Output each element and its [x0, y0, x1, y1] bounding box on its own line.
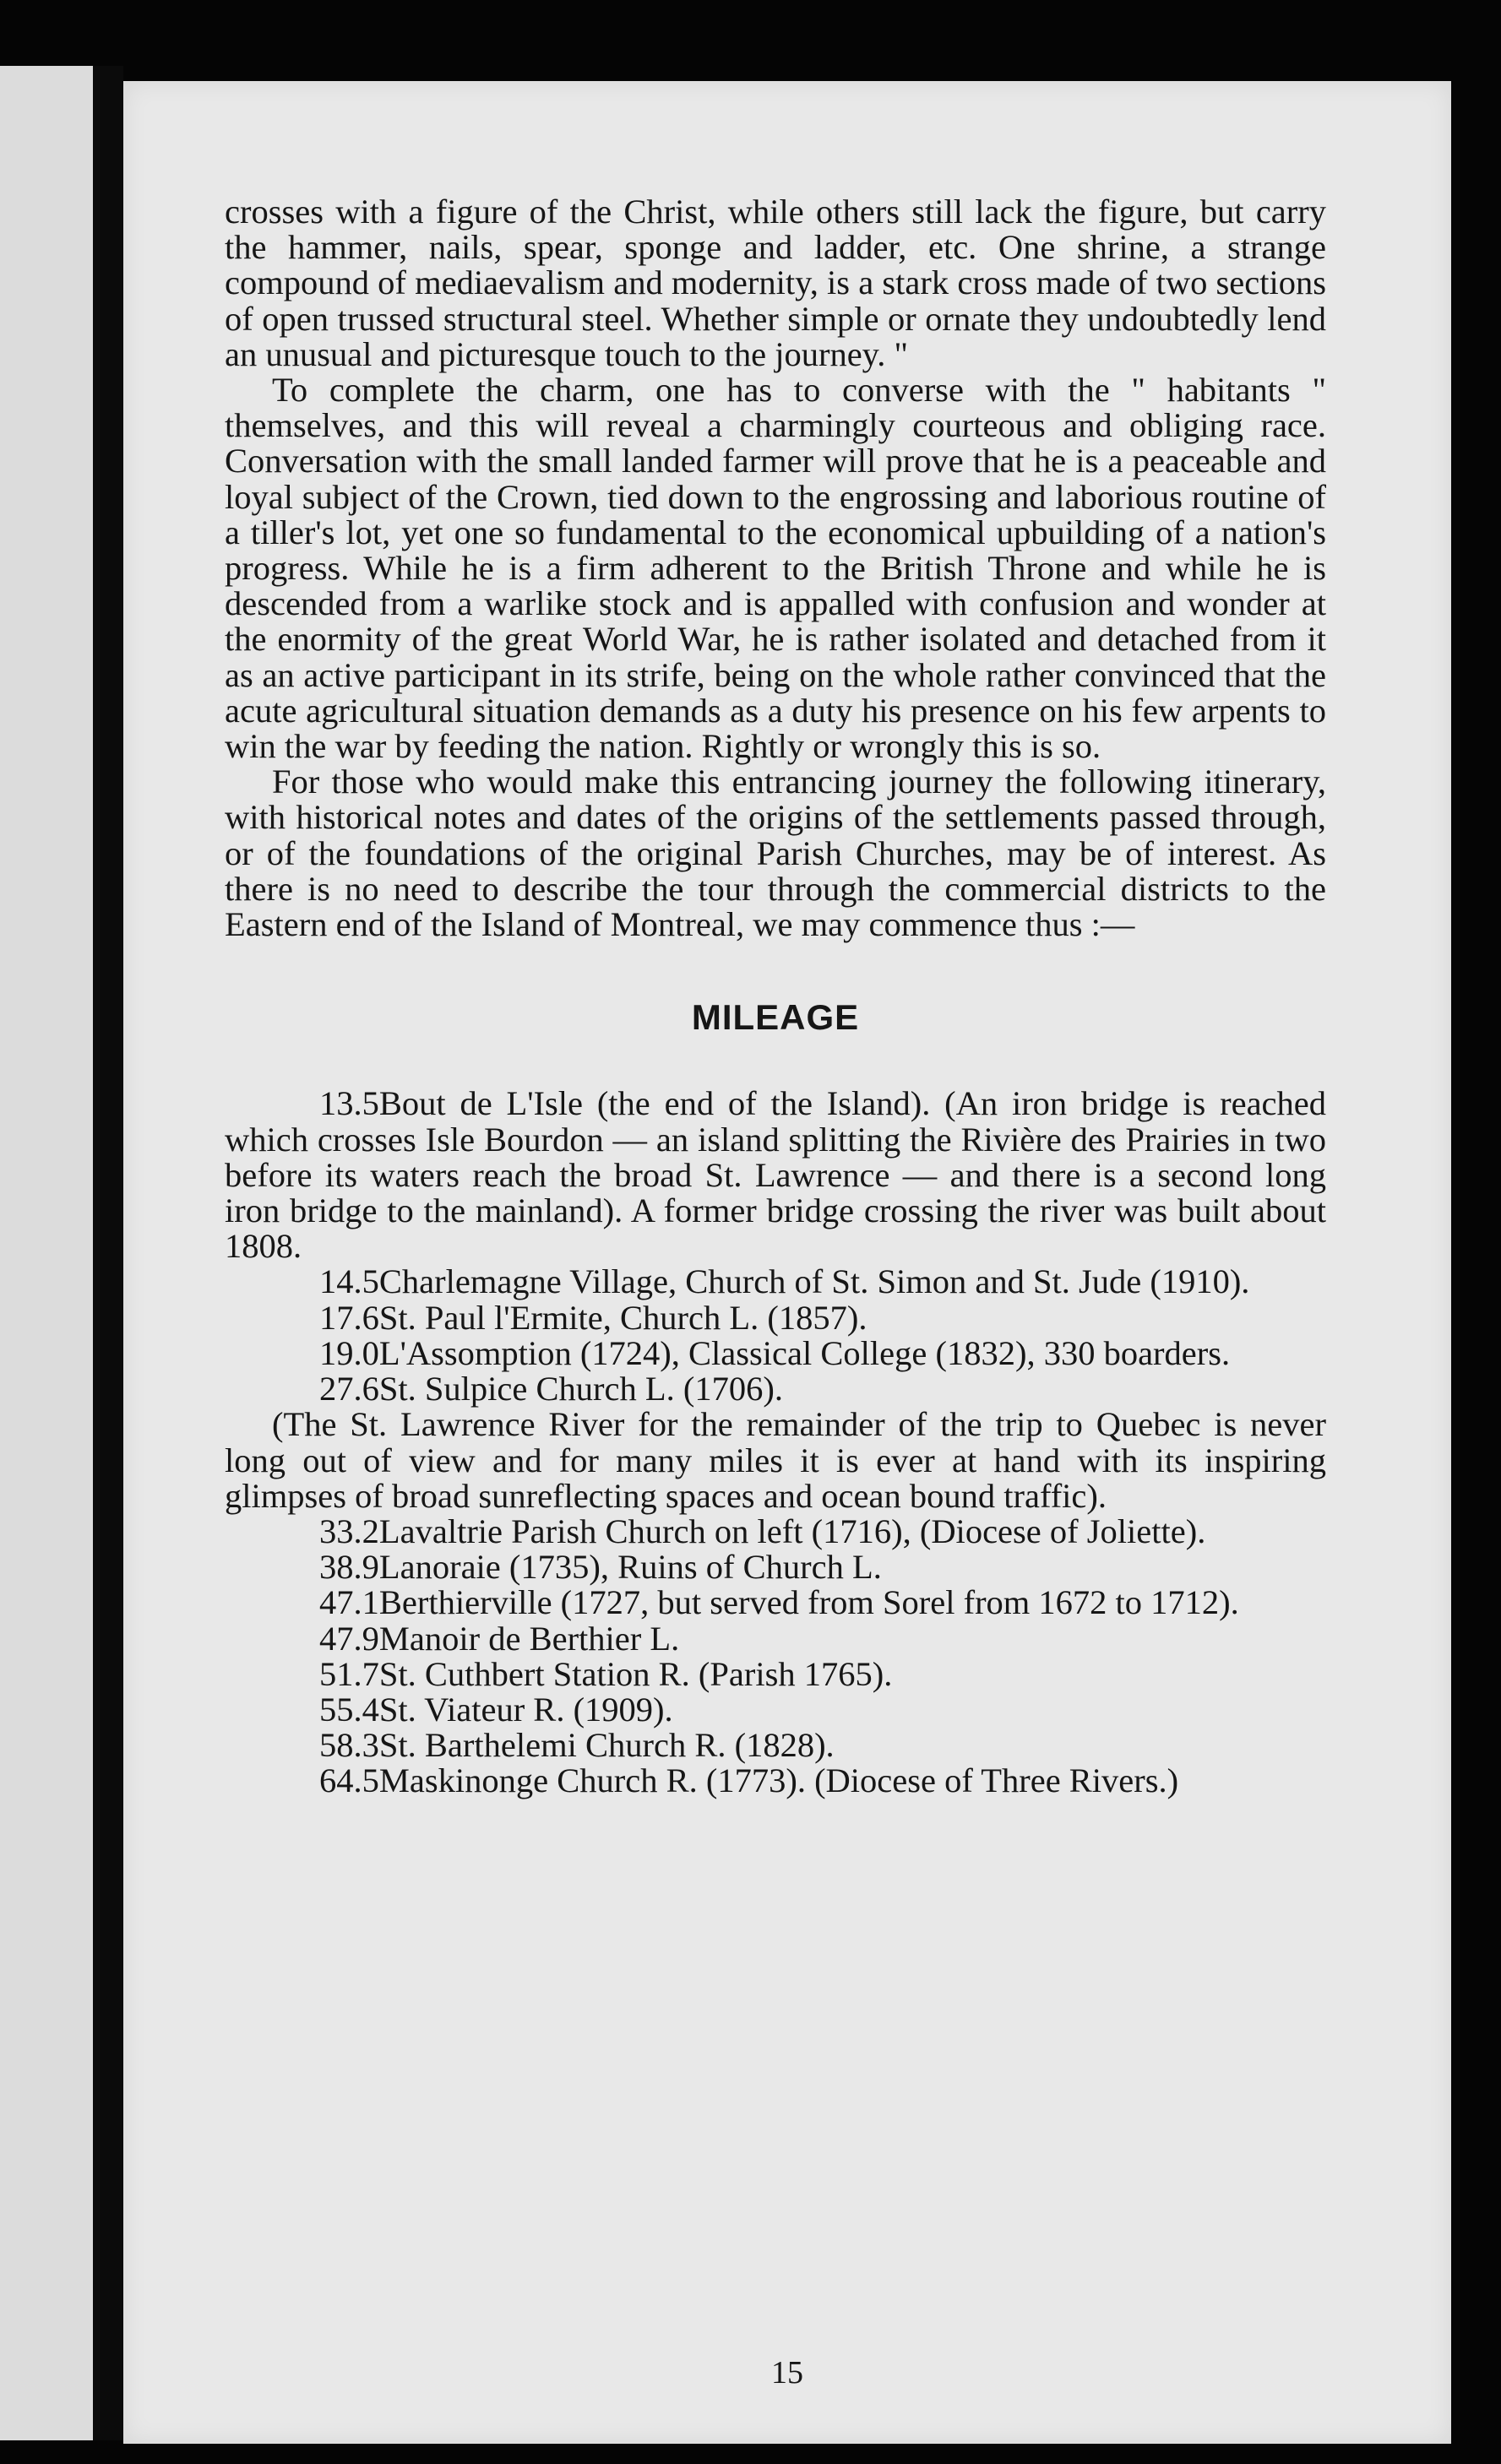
mileage-description: (The St. Lawrence River for the remainder of the trip to Quebec is never long out of view and for many miles it is ever at hand with its inspiring glimpses of broad sunreflecting spaces and ocean bound traffic).: [225, 1405, 1326, 1515]
mileage-description: Berthierville (1727, but served from Sorel from 1672 to 1712).: [378, 1583, 1239, 1622]
paragraph-2: To complete the charm, one has to converse with the " habitants " themselves, and this will reveal a charmingly courteous and obliging race. Conversation with the small landed farmer will prove that he is a peaceable and loyal subject of the Crown, tied down to the engrossing and laborious routine of a tiller's lot, yet one so fundamental to the economical upbuilding of a nation's progress. While he is a firm adherent to the British Throne and while he is descended from a warlike stock and is appalled with confusion and wonder at the enormity of the great World War, he is rather isolated and detached from it as an active participant in its strife, being on the whole rather convinced that the acute agricultural situation demands as a duty his presence on his few arpents to win the war by feeding the nation. Rightly or wrongly this is so.: [225, 371, 1326, 766]
mileage-entry: [225, 1086, 1326, 1264]
mileage-entry: [225, 1300, 1326, 1336]
mileage-description: Maskinonge Church R. (1773). (Diocese of Three Rivers.): [378, 1761, 1179, 1800]
mileage-value: 58.3: [319, 1726, 379, 1765]
mileage-entry: [225, 1654, 1326, 1693]
mileage-entry: [225, 1371, 1326, 1407]
section-heading: MILEAGE: [691, 997, 860, 1038]
mileage-description: St. Sulpice Church L. (1706).: [378, 1370, 783, 1408]
mileage-description: L'Assomption (1724), Classical College (1832), 330 boarders.: [378, 1333, 1231, 1372]
mileage-value: 55.4: [319, 1690, 379, 1729]
mileage-description: Manoir de Berthier L.: [378, 1619, 680, 1658]
mileage-list: [225, 1086, 1326, 1799]
mileage-entry: [225, 1763, 1326, 1799]
mileage-value: 17.6: [319, 1298, 379, 1337]
mileage-entry: [225, 1333, 1326, 1372]
mileage-value: 19.0: [319, 1333, 379, 1372]
mileage-value: 47.9: [319, 1619, 379, 1658]
mileage-value: 51.7: [319, 1654, 379, 1693]
mileage-entry: [225, 1728, 1326, 1763]
paragraph-3: For those who would make this entrancing journey the following itinerary, with historical notes and dates of the origins of the settlements passed through, or of the foundations of the original Parish Churches, may be of interest. As there is no need to describe the tour through the commercial districts to the Eastern end of the Island of Montreal, we may commence thus :—: [225, 763, 1326, 944]
mileage-value: 33.2: [319, 1512, 379, 1550]
mileage-description: St. Viateur R. (1909).: [378, 1690, 673, 1729]
mileage-value: 14.5: [319, 1262, 379, 1301]
book-spine: [93, 66, 123, 2440]
paragraph-1: crosses with a figure of the Christ, while others still lack the figure, but carry the hammer, nails, spear, sponge and ladder, etc. One shrine, a strange compound of mediaevalism and modernity, is a stark cross made of two sections of open trussed structural steel. Whether simple or ornate they undoubtedly lend an unusual and picturesque touch to the journey. ": [225, 193, 1326, 373]
book-page: [123, 81, 1451, 2444]
mileage-entry: [225, 1692, 1326, 1728]
page-number: 15: [771, 2355, 803, 2391]
mileage-value: 13.5: [319, 1084, 379, 1123]
mileage-description: St. Paul l'Ermite, Church L. (1857).: [378, 1298, 867, 1337]
mileage-entry: [225, 1585, 1326, 1620]
mileage-description: St. Cuthbert Station R. (Parish 1765).: [378, 1654, 893, 1693]
mileage-entry: [225, 1621, 1326, 1657]
mileage-entry: [225, 1549, 1326, 1585]
mileage-description: Charlemagne Village, Church of St. Simon and St. Jude (1910).: [378, 1262, 1250, 1301]
mileage-value: 64.5: [319, 1761, 379, 1800]
mileage-value: 27.6: [319, 1370, 379, 1408]
mileage-description: St. Barthelemi Church R. (1828).: [378, 1726, 835, 1765]
page-text: [225, 194, 1326, 1799]
previous-page-edge: [0, 66, 93, 2440]
mileage-entry: [225, 1514, 1326, 1549]
mileage-entry: [225, 1407, 1326, 1514]
mileage-entry: [225, 1264, 1326, 1300]
mileage-value: 38.9: [319, 1548, 379, 1587]
mileage-description: Bout de L'Isle (the end of the Island). (An iron bridge is reached which crosses Isle Bourdon — an island splitting the Rivière des Prairies in two before its waters reach the broad St. Lawrence — and there is a second long iron bridge to the mainland). A former bridge crossing the river was built about 1808.: [225, 1084, 1326, 1266]
mileage-description: Lanoraie (1735), Ruins of Church L.: [378, 1548, 882, 1587]
mileage-description: Lavaltrie Parish Church on left (1716), (Diocese of Joliette).: [378, 1512, 1206, 1550]
mileage-value: 47.1: [319, 1583, 379, 1622]
